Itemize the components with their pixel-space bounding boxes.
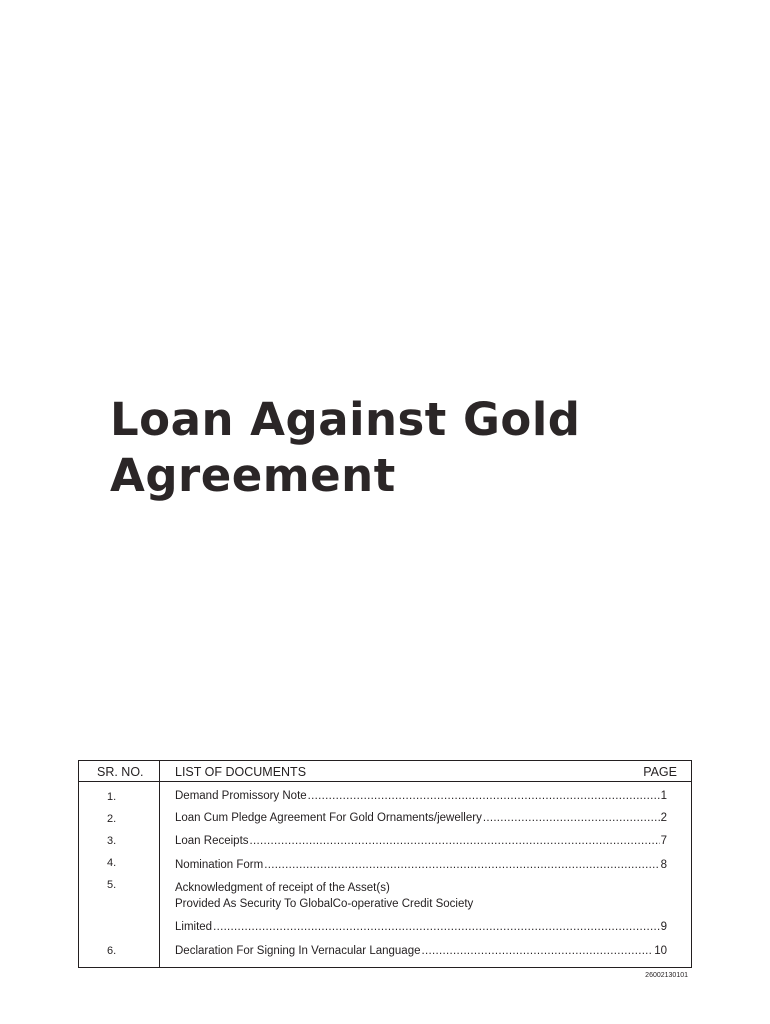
page-number: 1 [660,790,667,802]
table-row [175,919,667,935]
row-number: 6. [107,945,117,957]
header-page: PAGE [643,765,677,779]
dot-leader [422,943,654,959]
row-number: 4. [107,857,117,869]
row-number: 3. [107,835,117,847]
table-row [175,943,667,959]
document-name: Declaration For Signing In Vernacular Language [175,945,421,957]
page-number: 7 [660,835,667,847]
document-name-line-3: Limited [175,921,213,933]
header-list-of-documents: LIST OF DOCUMENTS [175,765,307,779]
table-row [175,857,667,873]
document-name: Demand Promissory Note [175,790,307,802]
page-number: 10 [654,945,667,957]
document-name: Nomination Form [175,859,264,871]
document-name-line-1: Acknowledgment of receipt of the Asset(s) [175,882,390,894]
document-name-line-2: Provided As Security To GlobalCo-operative Credit Society [175,898,474,910]
row-number: 5. [107,879,117,891]
document-name: Loan Cum Pledge Agreement For Gold Ornaments/jewellery [175,812,482,824]
table-row [175,833,667,849]
form-code: 26002130101 [645,972,688,979]
page-number: 2 [660,812,667,824]
row-number: 1. [107,791,117,803]
page-number: 8 [660,859,667,871]
document-name: Loan Receipts [175,835,249,847]
dot-leader [213,919,660,935]
table-header-divider [79,781,691,782]
row-number: 2. [107,813,117,825]
title-line-1: Loan Against Gold [110,393,581,446]
table-row [175,788,667,804]
table-column-divider [159,761,160,967]
page-number: 9 [660,921,667,933]
dot-leader [483,810,660,826]
documents-table [78,760,692,968]
title-line-2: Agreement [110,449,396,502]
dot-leader [308,788,660,804]
document-title [110,392,710,504]
table-row [175,810,667,826]
dot-leader [264,857,659,873]
dot-leader [250,833,660,849]
header-sr-no: SR. NO. [97,765,144,779]
